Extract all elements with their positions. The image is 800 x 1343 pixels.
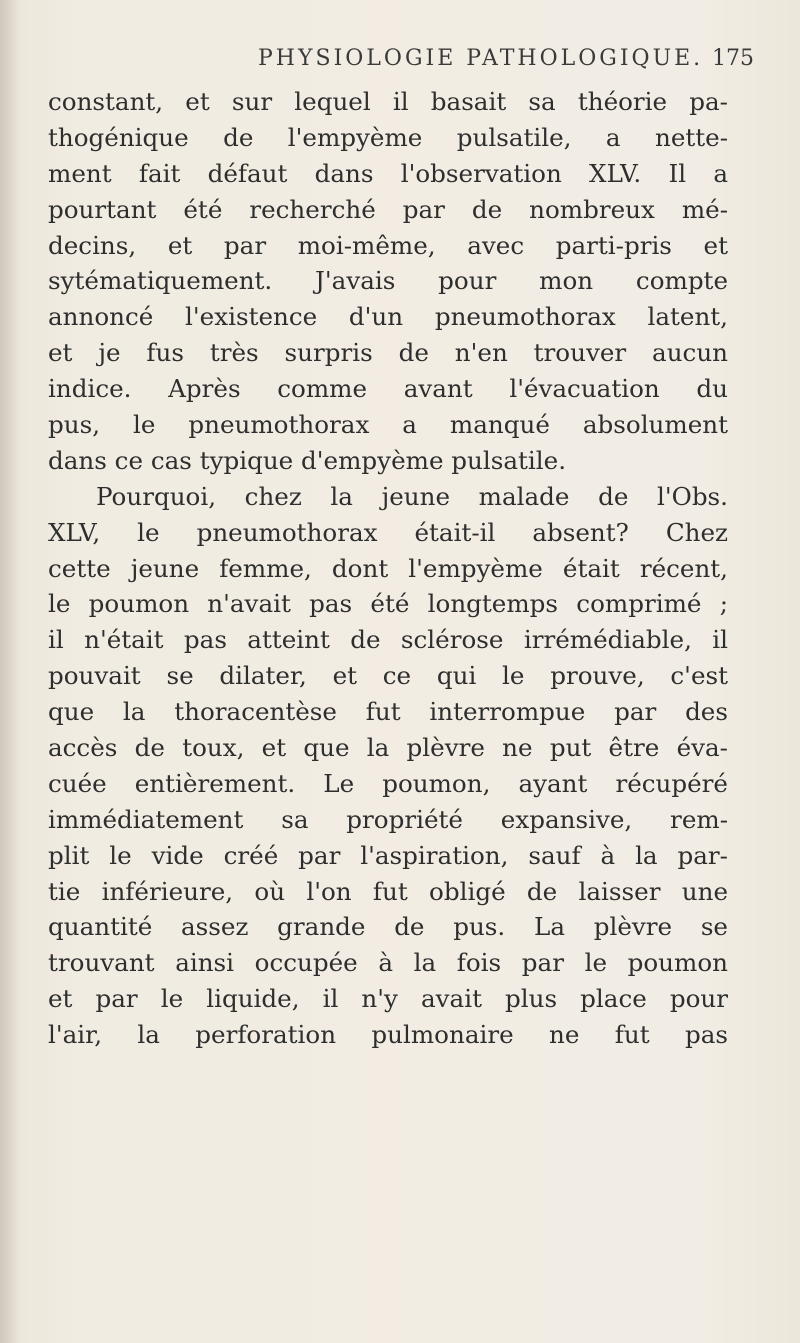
paragraph-1 (48, 84, 728, 479)
text-line: immédiatement sa propriété expansive, rem- (48, 804, 728, 834)
text-line: indice. Après comme avant l'évacuation du (48, 374, 728, 404)
text-line: trouvant ainsi occupée à la fois par le poumon (48, 948, 728, 978)
text-line: Pourquoi, chez la jeune malade de l'Obs. (96, 481, 728, 511)
text-line: decins, et par moi-même, avec parti-pris et (48, 230, 728, 260)
text-line: que la thoracentèse fut interrompue par des (48, 697, 728, 727)
text-line: quantité assez grande de pus. La plèvre se (48, 912, 728, 942)
text-line: pouvait se dilater, et ce qui le prouve, c'est (48, 661, 728, 691)
binding-shadow (0, 0, 20, 1343)
running-head-title: PHYSIOLOGIE PATHOLOGIQUE. (258, 46, 704, 71)
text-line: le poumon n'avait pas été longtemps comprimé ; (48, 589, 728, 619)
text-line: ment fait défaut dans l'observation XLV. Il a (48, 158, 728, 188)
text-line: thogénique de l'empyème pulsatile, a nette- (48, 122, 728, 152)
text-line: pourtant été recherché par de nombreux mé- (48, 194, 728, 224)
running-head (0, 46, 800, 86)
text-line: cette jeune femme, dont l'empyème était récent, (48, 553, 728, 583)
text-line: plit le vide créé par l'aspiration, sauf à la par- (48, 840, 728, 870)
text-line: cuée entièrement. Le poumon, ayant récupéré (48, 768, 728, 798)
text-line: tie inférieure, où l'on fut obligé de laisser une (48, 876, 728, 906)
paragraph-2 (48, 479, 728, 1053)
text-line: accès de toux, et que la plèvre ne put être éva- (48, 733, 728, 763)
text-line: et je fus très surpris de n'en trouver aucun (48, 338, 728, 368)
page-number: 175 (712, 46, 754, 71)
body-text (48, 84, 728, 1053)
text-line: l'air, la perforation pulmonaire ne fut pas (48, 1020, 728, 1050)
text-line: il n'était pas atteint de sclérose irrémédiable, il (48, 625, 728, 655)
text-line: constant, et sur lequel il basait sa théorie pa- (48, 87, 728, 116)
text-line: pus, le pneumothorax a manqué absolument (48, 410, 728, 440)
text-line: annoncé l'existence d'un pneumothorax latent, (48, 302, 728, 332)
text-line: dans ce cas typique d'empyème pulsatile. (48, 445, 567, 475)
text-line: sytématiquement. J'avais pour mon compte (48, 266, 728, 296)
text-line: XLV, le pneumothorax était-il absent? Chez (48, 517, 728, 547)
text-line: et par le liquide, il n'y avait plus place pour (48, 984, 728, 1014)
